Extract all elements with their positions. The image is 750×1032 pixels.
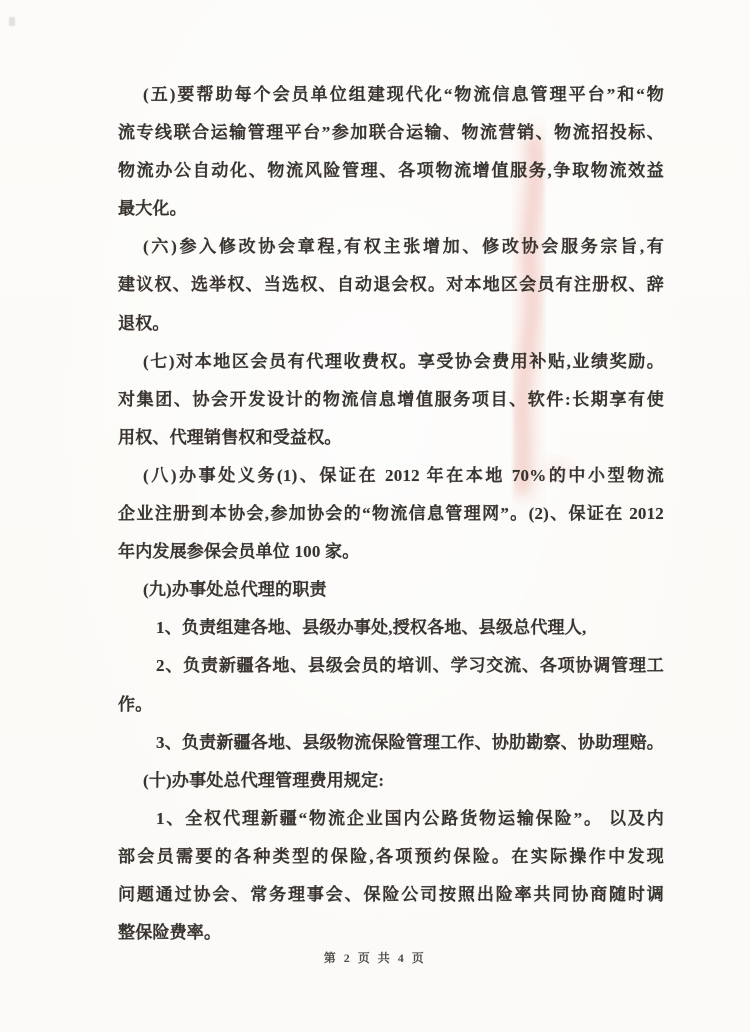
- document-line: 作。: [118, 694, 153, 714]
- page-number-footer: 第 2 页 共 4 页: [323, 951, 427, 965]
- document-line: 1、负责组建各地、县级办事处,授权各地、县级总代理人,: [156, 618, 587, 638]
- document-line: 1、全权代理新疆“物流企业国内公路货物运输保险”。 以及内: [156, 808, 664, 828]
- document-line: 流专线联合运输管理平台”参加联合运输、物流营销、物流招投标、: [118, 123, 664, 143]
- document-body: [118, 76, 664, 952]
- document-line: 对集团、协会开发设计的物流信息增值服务项目、软件:长期享有使: [118, 389, 664, 409]
- document-line: 3、负责新疆各地、县级物流保险管理工作、协肋勘察、协助理赔。: [156, 732, 664, 752]
- document-line: 退权。: [118, 313, 170, 333]
- document-line: (六)参入修改协会章程,有权主张增加、修改协会服务宗旨,有: [143, 237, 664, 257]
- document-line: 问题通过协会、常务理事会、保险公司按照出险率共同协商随时调: [118, 884, 664, 904]
- document-line: 最大化。: [118, 199, 187, 219]
- document-line: 部会员需要的各种类型的保险,各项预约保险。在实际操作中发现: [118, 846, 664, 866]
- document-line: (九)办事处总代理的职责: [143, 580, 327, 600]
- document-line: 用权、代理销售权和受益权。: [118, 427, 342, 447]
- document-line: (十)办事处总代理管理费用规定:: [143, 770, 385, 790]
- document-line: 建议权、选举权、当选权、自动退会权。对本地区会员有注册权、辞: [118, 275, 664, 295]
- document-line: 年内发展参保会员单位 100 家。: [118, 542, 360, 562]
- document-line: 整保险费率。: [118, 923, 222, 943]
- document-line: 2、负责新疆各地、县级会员的培训、学习交流、各项协调管理工: [156, 656, 664, 676]
- document-line: (五)要帮助每个会员单位组建现代化“物流信息管理平台”和“物: [143, 85, 664, 104]
- scan-smudge-mark: [9, 17, 15, 26]
- document-line: 企业注册到本协会,参加协会的“物流信息管理网”。(2)、保证在 2012: [118, 504, 664, 524]
- document-line: (七)对本地区会员有代理收费权。享受协会费用补贴,业绩奖励。: [143, 351, 664, 371]
- document-line: 物流办公自动化、物流风险管理、各项物流增值服务,争取物流效益: [118, 161, 664, 181]
- document-line: (八)办事处义务(1)、保证在 2012 年在本地 70%的中小型物流: [143, 465, 664, 485]
